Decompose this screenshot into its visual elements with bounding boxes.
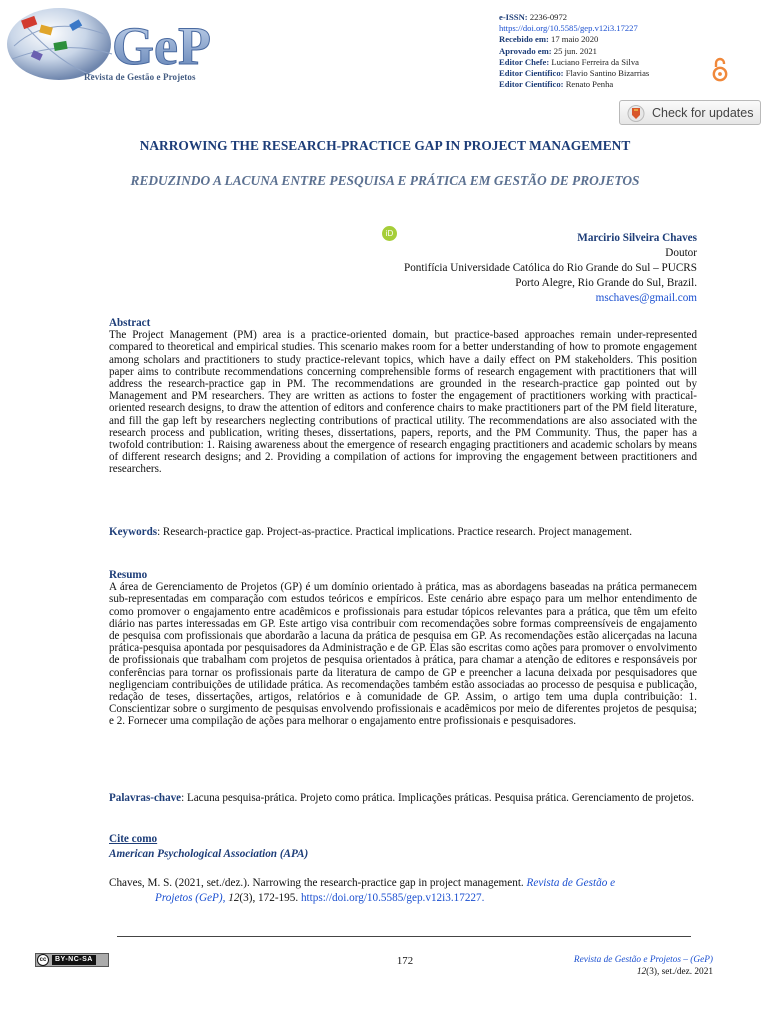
keywords-section: [109, 526, 697, 538]
cite-style: American Psychological Association (APA): [109, 848, 309, 860]
meta-label: Recebido em:: [499, 34, 549, 45]
meta-value: 17 maio 2020: [551, 34, 599, 45]
page-number: 172: [396, 955, 414, 967]
meta-value: Renato Penha: [565, 79, 614, 90]
crossmark-icon: [627, 105, 645, 122]
author-institution: Pontifícia Universidade Católica do Rio Grande do Sul – PUCRS: [403, 262, 697, 274]
author-name: Marcirio Silveira Chaves: [577, 232, 697, 244]
author-location: Porto Alegre, Rio Grande do Sul, Brazil.: [515, 277, 697, 289]
resumo-section: [109, 569, 697, 728]
meta-label: Editor Científico:: [499, 79, 564, 90]
logo-caption: Revista de Gestão e Projetos: [84, 72, 196, 82]
meta-line[interactable]: [499, 23, 649, 34]
cite-heading: Cite como: [109, 833, 158, 845]
creative-commons-icon: cc: [37, 954, 49, 966]
meta-line: [499, 12, 649, 23]
meta-label: Editor Científico:: [499, 68, 564, 79]
footer-issue-date: (3), set./dez. 2021: [646, 966, 713, 977]
meta-value: Luciano Ferreira da Silva: [551, 56, 639, 67]
meta-line: [499, 57, 649, 68]
footer-divider: [117, 936, 691, 937]
reference-text: Chaves, M. S. (2021, set./dez.). Narrowing the research-practice gap in project management.: [109, 877, 524, 889]
abstract-section: [109, 317, 697, 476]
palavras-chave-text: : Lacuna pesquisa-prática. Projeto como prática. Implicações práticas. Pesquisa prática. Gerenciamento de projetos.: [181, 792, 694, 804]
cc-license-badge[interactable]: [35, 953, 109, 967]
meta-value: Flavio Santino Bizarrias: [565, 68, 650, 79]
paper-title: NARROWING THE RESEARCH-PRACTICE GAP IN PROJECT MANAGEMENT: [139, 138, 631, 153]
reference-volume: 12: [228, 891, 240, 904]
article-metadata: [499, 12, 649, 90]
license-label: BY-NC-SA: [52, 955, 96, 965]
journal-logo: [4, 4, 240, 92]
meta-line: [499, 68, 649, 79]
meta-value: 2236-0972: [529, 12, 568, 22]
footer-volume: 12: [636, 966, 647, 977]
reference-entry: [109, 876, 699, 905]
journal-footer: [574, 955, 713, 978]
keywords-text: : Research-practice gap. Project-as-practice. Practical implications. Practice research. Project management.: [157, 526, 633, 538]
doi-link[interactable]: https://doi.org/10.5585/gep.v12i3.17227: [499, 23, 638, 34]
meta-value: 25 jun. 2021: [553, 45, 597, 56]
keywords-label: Keywords: [109, 526, 158, 538]
palavras-chave-section: [109, 792, 697, 804]
abstract-text: The Project Management (PM) area is a practice-oriented domain, but practice-based approaches remain under-represented compared to theoretical and empirical studies. This scenario makes room for a better understanding of how to promote engagement among scholars and practitioners to study practice-relevant topics, which have a daily effect on PM stakeholders. This position paper aims to contribute recommendations concerning comprehensible forms of research engagement with practitioners that will address the research-practice gap in PM. The recommendations are grounded in the research-practice gap pointed out by Management and PM researchers. They are written as actions to foster the engagement of practitioners working with practical-oriented research designs, to draw the attention of editors and conference chairs to make practitioners part of the PM field literature, and fill the gap left by researchers neglecting contributions of practical utility. The recommendations are also associated with the research process and publication, writing theses, dissertations, papers, reports, and the PM Community. Thus, the paper has a twofold contribution: 1. Raising awareness about the emergence of research engaging practitioners and academic scholars by means of different research designs; and 2. Providing a compilation of actions for improving the engagement between practitioners and researchers.: [109, 329, 697, 476]
reference-issue-pages: (3), 172-195.: [239, 891, 299, 904]
check-for-updates-label: Check for updates: [652, 106, 754, 120]
orcid-icon[interactable]: iD: [382, 226, 397, 241]
abstract-heading: Abstract: [109, 317, 151, 329]
check-for-updates-button[interactable]: [619, 100, 761, 125]
resumo-heading: Resumo: [109, 569, 148, 581]
reference-journal-b[interactable]: Projetos (GeP),: [155, 891, 226, 904]
footer-journal-title: Revista de Gestão e Projetos – (GeP): [573, 955, 713, 965]
meta-label: Editor Chefe:: [499, 56, 550, 67]
reference-doi-link[interactable]: https://doi.org/10.5585/gep.v12i3.17227.: [300, 891, 485, 904]
palavras-chave-label: Palavras-chave: [109, 792, 182, 804]
open-access-icon: [710, 55, 730, 83]
resumo-text: A área de Gerenciamento de Projetos (GP) é um domínio orientado à prática, mas as abordagens baseadas na prática permanecem sub-representadas em comparação com estudos teóricos e empíricos. Este cenário abre espaço para um melhor entendimento de como promover o engajamento entre acadêmicos e profissionais para estudar tópicos relevantes para a prática, que têm um efeito diário nas partes interessadas em GP. Este artigo visa contribuir com recomendações sobre formas compreensíveis de engajamento de pesquisa com profissionais que abordarão a lacuna da prática de pesquisa em GP. As recomendações estão alicerçadas na lacuna prática-pesquisa apontada por pesquisadores da Administração e de GP. Elas são escritas como ações para promover o envolvimento de profissionais que trabalham com projetos de pesquisa orientados à prática, para chamar a atenção de editores e responsáveis por conferências para tornar os profissionais parte da literatura de campo de GP e preencher a lacuna deixada por pesquisadores que negligenciam contribuições de utilidade prática. As recomendações também estão associadas ao processo de pesquisa e publicação, redação de teses, dissertações, artigos, relatórios e à comunidade de GP. Assim, o artigo tem uma dupla contribuição: 1. Conscientizar sobre o surgimento de pesquisas envolvendo profissionais e acadêmicos por meio de diferentes projetos de pesquisa; e 2. Fornecer uma compilação de ações para melhorar o engajamento entre profissionais e pesquisadores.: [109, 581, 697, 728]
meta-line: [499, 79, 649, 90]
author-email-link[interactable]: mschaves@gmail.com: [595, 292, 697, 304]
meta-line: [499, 34, 649, 45]
reference-journal-a[interactable]: Revista de Gestão e: [526, 877, 616, 889]
meta-label: e-ISSN:: [499, 12, 528, 22]
author-block: [385, 229, 697, 306]
svg-text:GeP: GeP: [112, 16, 211, 76]
meta-label: Aprovado em:: [499, 45, 552, 56]
author-degree: Doutor: [665, 247, 697, 259]
paper-subtitle: REDUZINDO A LACUNA ENTRE PESQUISA E PRÁTICA EM GESTÃO DE PROJETOS: [130, 173, 640, 188]
meta-line: [499, 46, 649, 57]
